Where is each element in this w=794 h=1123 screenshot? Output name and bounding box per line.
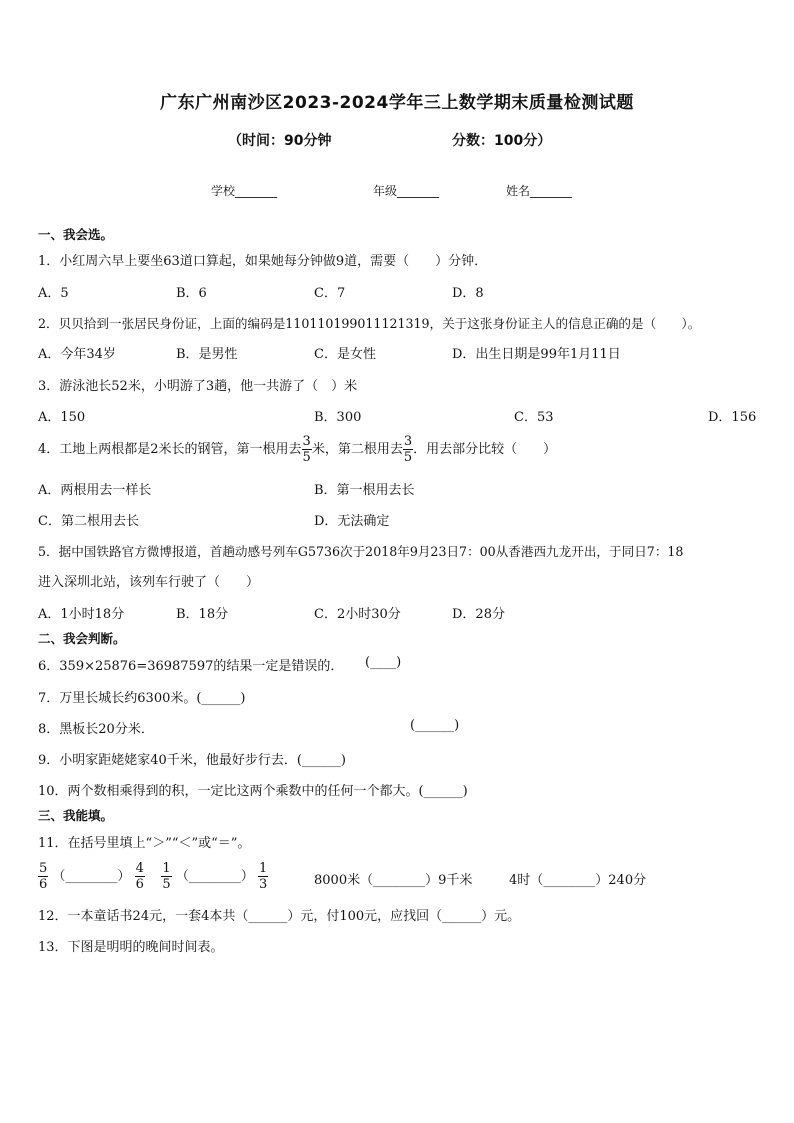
q8-answer-blank[interactable]: (______) — [410, 718, 460, 733]
question-7: 7．万里长城长约6300米。(______) — [38, 691, 246, 706]
q5-option-b[interactable]: B．18分 — [176, 607, 229, 622]
q4-stem-part3: ．用去部分比较（ ） — [413, 442, 557, 457]
section-heading-fill: 三、我能填。 — [38, 808, 114, 823]
q1-option-d[interactable]: D．8 — [452, 286, 484, 301]
question-9: 9．小明家距姥姥家40千米，他最好步行去．(______) — [38, 753, 346, 768]
question-12: 12．一本童话书24元，一套4本共（______）元，付100元，应找回（______）元。 — [38, 909, 521, 924]
section-heading-choice: 一、我会选。 — [38, 227, 114, 242]
q4-fraction-2: $\frac{3}{5}$ — [403, 434, 413, 465]
page-title: 广东广州南沙区2023-2024学年三上数学期末质量检测试题 — [160, 93, 634, 113]
q4-option-c[interactable]: C．第二根用去长 — [38, 514, 139, 529]
q2-option-a[interactable]: A．今年34岁 — [38, 347, 116, 362]
q2-option-c[interactable]: C．是女性 — [314, 347, 376, 362]
section-heading-judge: 二、我会判断。 — [38, 631, 126, 646]
q3-option-c[interactable]: C．53 — [514, 410, 554, 425]
question-4 — [38, 432, 556, 468]
q4-stem-part2: 米，第二根用去 — [311, 442, 403, 457]
q11-fraction-1-5: $\frac{1}{5}$ — [162, 861, 171, 892]
q5-option-d[interactable]: D．28分 — [452, 607, 505, 622]
q11-fraction-5-6: $\frac{5}{6}$ — [39, 861, 48, 892]
question-11: 11．在括号里填上“＞”“＜”或“＝”。 — [38, 836, 251, 851]
question-5-line-2: 进入深圳北站，该列车行驶了（ ） — [38, 575, 260, 590]
question-2: 2．贝贝拾到一张居民身份证，上面的编码是110110199011121319，关于这张身份证主人的信息正确的是（ ）。 — [38, 316, 701, 331]
question-1: 1．小红周六早上要坐63道口算起，如果她每分钟做9道，需要（ ）分钟． — [38, 254, 488, 269]
question-10: 10．两个数相乘得到的积，一定比这两个乘数中的任何一个都大。(______) — [38, 784, 468, 799]
question-5-line-1: 5．据中国铁路官方微博报道，首趟动感号列车G5736次于2018年9月23日7：00从香港西九龙开出，于同日7：18 — [38, 544, 684, 559]
q4-option-b[interactable]: B．第一根用去长 — [314, 483, 415, 498]
q1-option-b[interactable]: B．6 — [176, 286, 207, 301]
question-13: 13．下图是明明的晚间时间表。 — [38, 940, 224, 955]
q11-blank-1[interactable]: （________） — [52, 869, 131, 884]
q4-option-d[interactable]: D．无法确定 — [314, 514, 390, 529]
q11-time-comparison[interactable]: 4时（________）240分 — [509, 873, 647, 888]
q1-option-a[interactable]: A．5 — [38, 286, 69, 301]
q3-option-a[interactable]: A．150 — [38, 410, 86, 425]
q3-option-b[interactable]: B．300 — [314, 410, 362, 425]
q4-stem-part1: 4．工地上两根都是2米长的钢管，第一根用去 — [38, 442, 302, 457]
question-6: 6．359×25876=36987597的结果一定是错误的． — [38, 659, 344, 674]
q2-option-d[interactable]: D．出生日期是99年1月11日 — [452, 347, 621, 362]
exam-score: 分数：100分） — [452, 133, 552, 149]
question-3: 3．游泳池长52米，小明游了3趟，他一共游了（ ）米 — [38, 379, 358, 394]
q6-answer-blank[interactable]: (____) — [365, 655, 402, 670]
q11-fraction-comparison-1 — [38, 858, 268, 896]
q2-option-b[interactable]: B．是男性 — [176, 347, 238, 362]
q11-length-comparison[interactable]: 8000米（________）9千米 — [314, 873, 473, 888]
q4-option-a[interactable]: A．两根用去一样长 — [38, 483, 152, 498]
school-field[interactable]: 学校_______ — [211, 184, 278, 198]
q3-option-d[interactable]: D．156 — [708, 410, 757, 425]
q11-fraction-1-3: $\frac{1}{3}$ — [258, 861, 268, 892]
q4-fraction-1: $\frac{3}{5}$ — [302, 434, 311, 465]
question-8: 8．黑板长20分米． — [38, 722, 154, 737]
name-field[interactable]: 姓名_______ — [506, 184, 573, 198]
q11-fraction-4-6: $\frac{4}{6}$ — [135, 861, 144, 892]
q5-option-c[interactable]: C．2小时30分 — [314, 607, 401, 622]
q11-blank-2[interactable]: （________） — [175, 869, 254, 884]
q1-option-c[interactable]: C．7 — [314, 286, 346, 301]
exam-time: （时间：90分钟 — [228, 133, 332, 149]
q5-option-a[interactable]: A．1小时18分 — [38, 607, 125, 622]
grade-field[interactable]: 年级_______ — [373, 184, 440, 198]
